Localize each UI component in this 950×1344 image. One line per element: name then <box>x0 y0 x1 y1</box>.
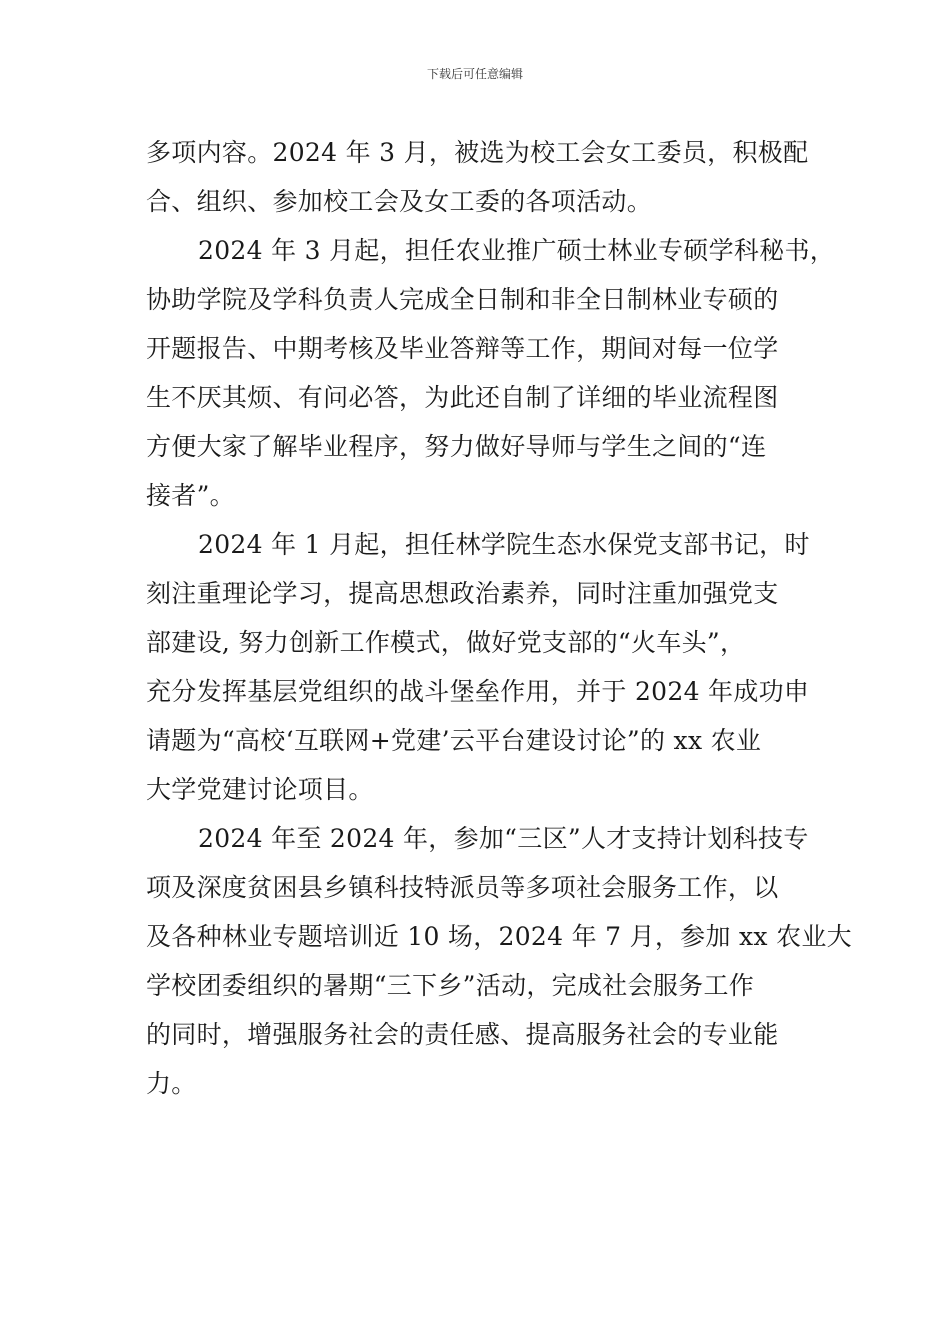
body-text <box>146 128 852 1108</box>
text-line: 方便大家了解毕业程序，努力做好导师与学生之间的“连 <box>146 432 767 461</box>
paragraph-start-line: 2024 年 3 月起，担任农业推广硕士林业专硕学科秘书， <box>198 236 836 265</box>
paragraph-start-line: 2024 年至 2024 年，参加“三区”人才支持计划科技专 <box>198 824 809 853</box>
text-line: 协助学院及学科负责人完成全日制和非全日制林业专硕的 <box>146 285 779 314</box>
paragraph-start-line: 2024 年 1 月起，担任林学院生态水保党支部书记，时 <box>198 530 810 559</box>
text-line: 充分发挥基层党组织的战斗堡垒作用，并于 2024 年成功申 <box>146 677 810 706</box>
text-line: 刻注重理论学习，提高思想政治素养，同时注重加强党支 <box>146 579 779 608</box>
text-line: 接者”。 <box>146 481 235 510</box>
page-header: 下载后可任意编辑 <box>426 67 523 81</box>
text-line: 力。 <box>146 1069 197 1098</box>
text-line: 部建设, 努力创新工作模式，做好党支部的“火车头”， <box>146 628 746 657</box>
text-line: 及各种林业专题培训近 10 场，2024 年 7 月，参加 xx 农业大 <box>146 922 852 951</box>
text-line: 多项内容。2024 年 3 月，被选为校工会女工委员，积极配 <box>146 138 809 167</box>
text-line: 大学党建讨论项目。 <box>146 775 374 804</box>
text-line: 开题报告、中期考核及毕业答辩等工作，期间对每一位学 <box>146 334 779 363</box>
text-line: 项及深度贫困县乡镇科技特派员等多项社会服务工作，以 <box>146 873 779 902</box>
text-line: 的同时，增强服务社会的责任感、提高服务社会的专业能 <box>146 1020 779 1049</box>
text-line: 合、组织、参加校工会及女工委的各项活动。 <box>146 187 653 216</box>
text-line: 学校团委组织的暑期“三下乡”活动，完成社会服务工作 <box>146 971 755 1000</box>
text-line: 生不厌其烦、有问必答，为此还自制了详细的毕业流程图 <box>146 383 779 412</box>
text-line: 请题为“高校‘互联网+党建’云平台建设讨论”的 xx 农业 <box>146 726 762 755</box>
